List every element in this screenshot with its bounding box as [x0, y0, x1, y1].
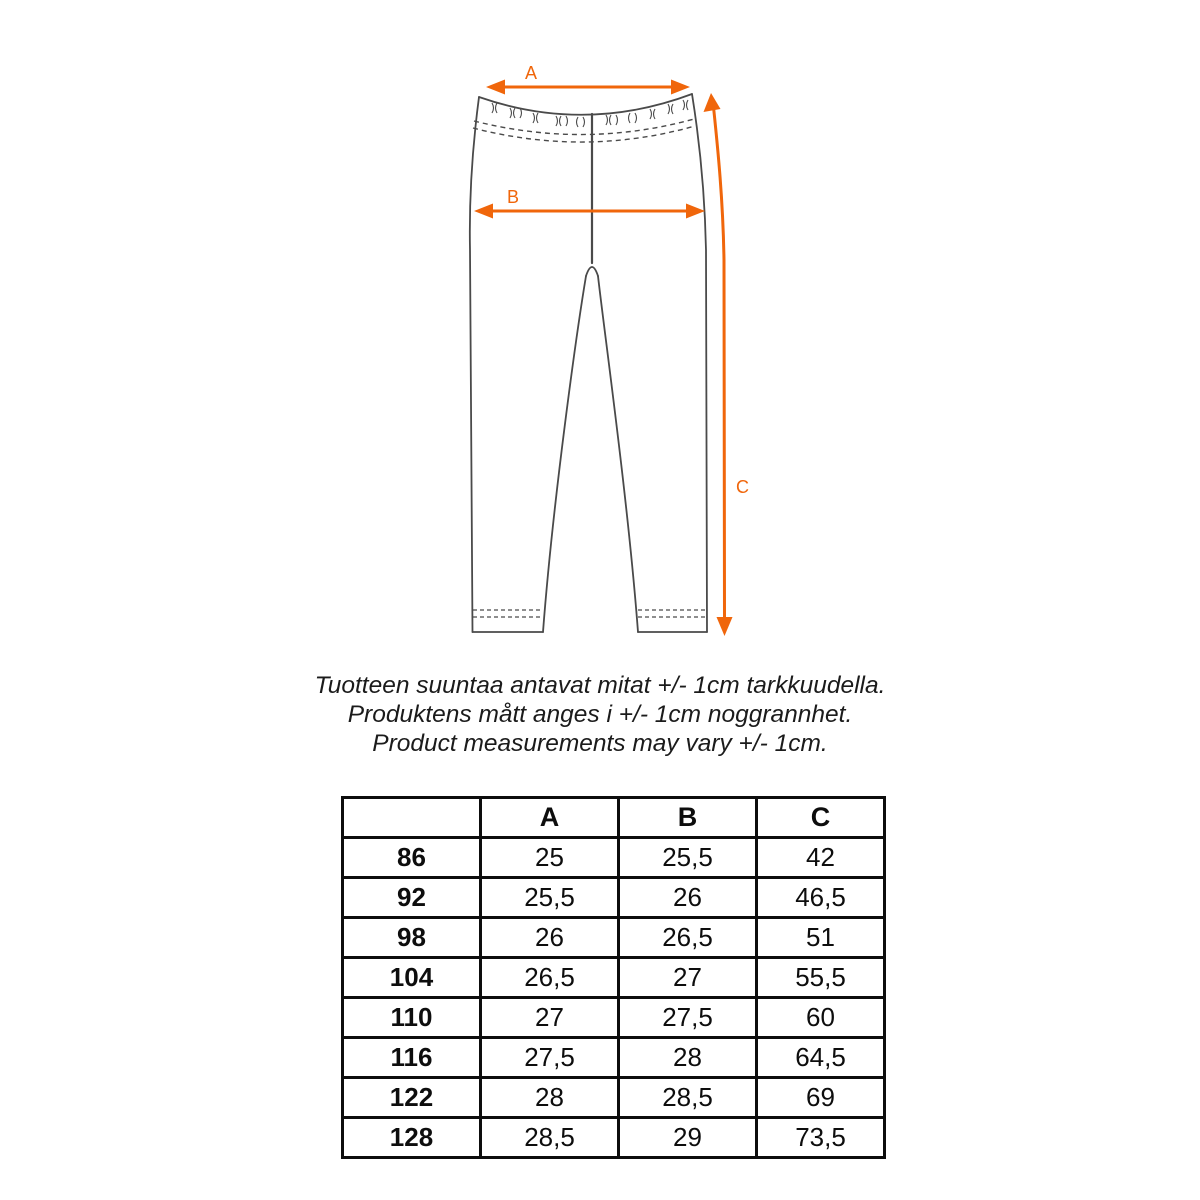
value-cell-a: 27,5: [481, 1038, 619, 1078]
hem-stitching: [473, 610, 707, 617]
value-cell-c: 73,5: [757, 1118, 885, 1158]
size-cell: 104: [343, 958, 481, 998]
measure-arrow-c: [704, 93, 750, 636]
size-cell: 116: [343, 1038, 481, 1078]
size-cell: 86: [343, 838, 481, 878]
value-cell-a: 26: [481, 918, 619, 958]
value-cell-b: 27,5: [619, 998, 757, 1038]
table-row: [343, 998, 885, 1038]
value-cell-c: 46,5: [757, 878, 885, 918]
value-cell-b: 28,5: [619, 1078, 757, 1118]
value-cell-c: 55,5: [757, 958, 885, 998]
table-row: [343, 1038, 885, 1078]
value-cell-b: 28: [619, 1038, 757, 1078]
value-cell-c: 60: [757, 998, 885, 1038]
value-cell-a: 26,5: [481, 958, 619, 998]
value-cell-b: 29: [619, 1118, 757, 1158]
table-row: [343, 958, 885, 998]
size-cell: 92: [343, 878, 481, 918]
value-cell-b: 25,5: [619, 838, 757, 878]
note-swedish: Produktens mått anges i +/- 1cm noggrannhet.: [347, 701, 853, 728]
value-cell-c: 51: [757, 918, 885, 958]
size-cell: 128: [343, 1118, 481, 1158]
header-col-b: B: [619, 798, 757, 838]
label-a: A: [525, 63, 538, 83]
size-cell: 122: [343, 1078, 481, 1118]
measure-arrow-b: [474, 187, 705, 219]
size-cell: 98: [343, 918, 481, 958]
measurement-notes: [0, 671, 1200, 758]
note-finnish: Tuotteen suuntaa antavat mitat +/- 1cm tarkkuudella.: [314, 672, 886, 699]
table-row: [343, 838, 885, 878]
value-cell-c: 42: [757, 838, 885, 878]
leggings-outline: [470, 94, 707, 632]
value-cell-a: 27: [481, 998, 619, 1038]
header-col-c: C: [757, 798, 885, 838]
value-cell-b: 27: [619, 958, 757, 998]
label-b: B: [507, 187, 520, 207]
table-row: [343, 878, 885, 918]
value-cell-c: 64,5: [757, 1038, 885, 1078]
value-cell-a: 25,5: [481, 878, 619, 918]
table-row: [343, 1118, 885, 1158]
label-c: C: [736, 477, 749, 497]
note-english: Product measurements may vary +/- 1cm.: [372, 730, 828, 757]
value-cell-a: 28: [481, 1078, 619, 1118]
table-row: [343, 1078, 885, 1118]
header-size-blank: [343, 798, 481, 838]
value-cell-c: 69: [757, 1078, 885, 1118]
leggings-measurement-diagram: [430, 45, 790, 660]
header-col-a: A: [481, 798, 619, 838]
table-row: [343, 918, 885, 958]
value-cell-a: 25: [481, 838, 619, 878]
value-cell-a: 28,5: [481, 1118, 619, 1158]
size-cell: 110: [343, 998, 481, 1038]
table-header-row: [343, 798, 885, 838]
value-cell-b: 26,5: [619, 918, 757, 958]
size-table: [341, 796, 886, 1159]
measure-arrow-a: [486, 63, 690, 95]
value-cell-b: 26: [619, 878, 757, 918]
